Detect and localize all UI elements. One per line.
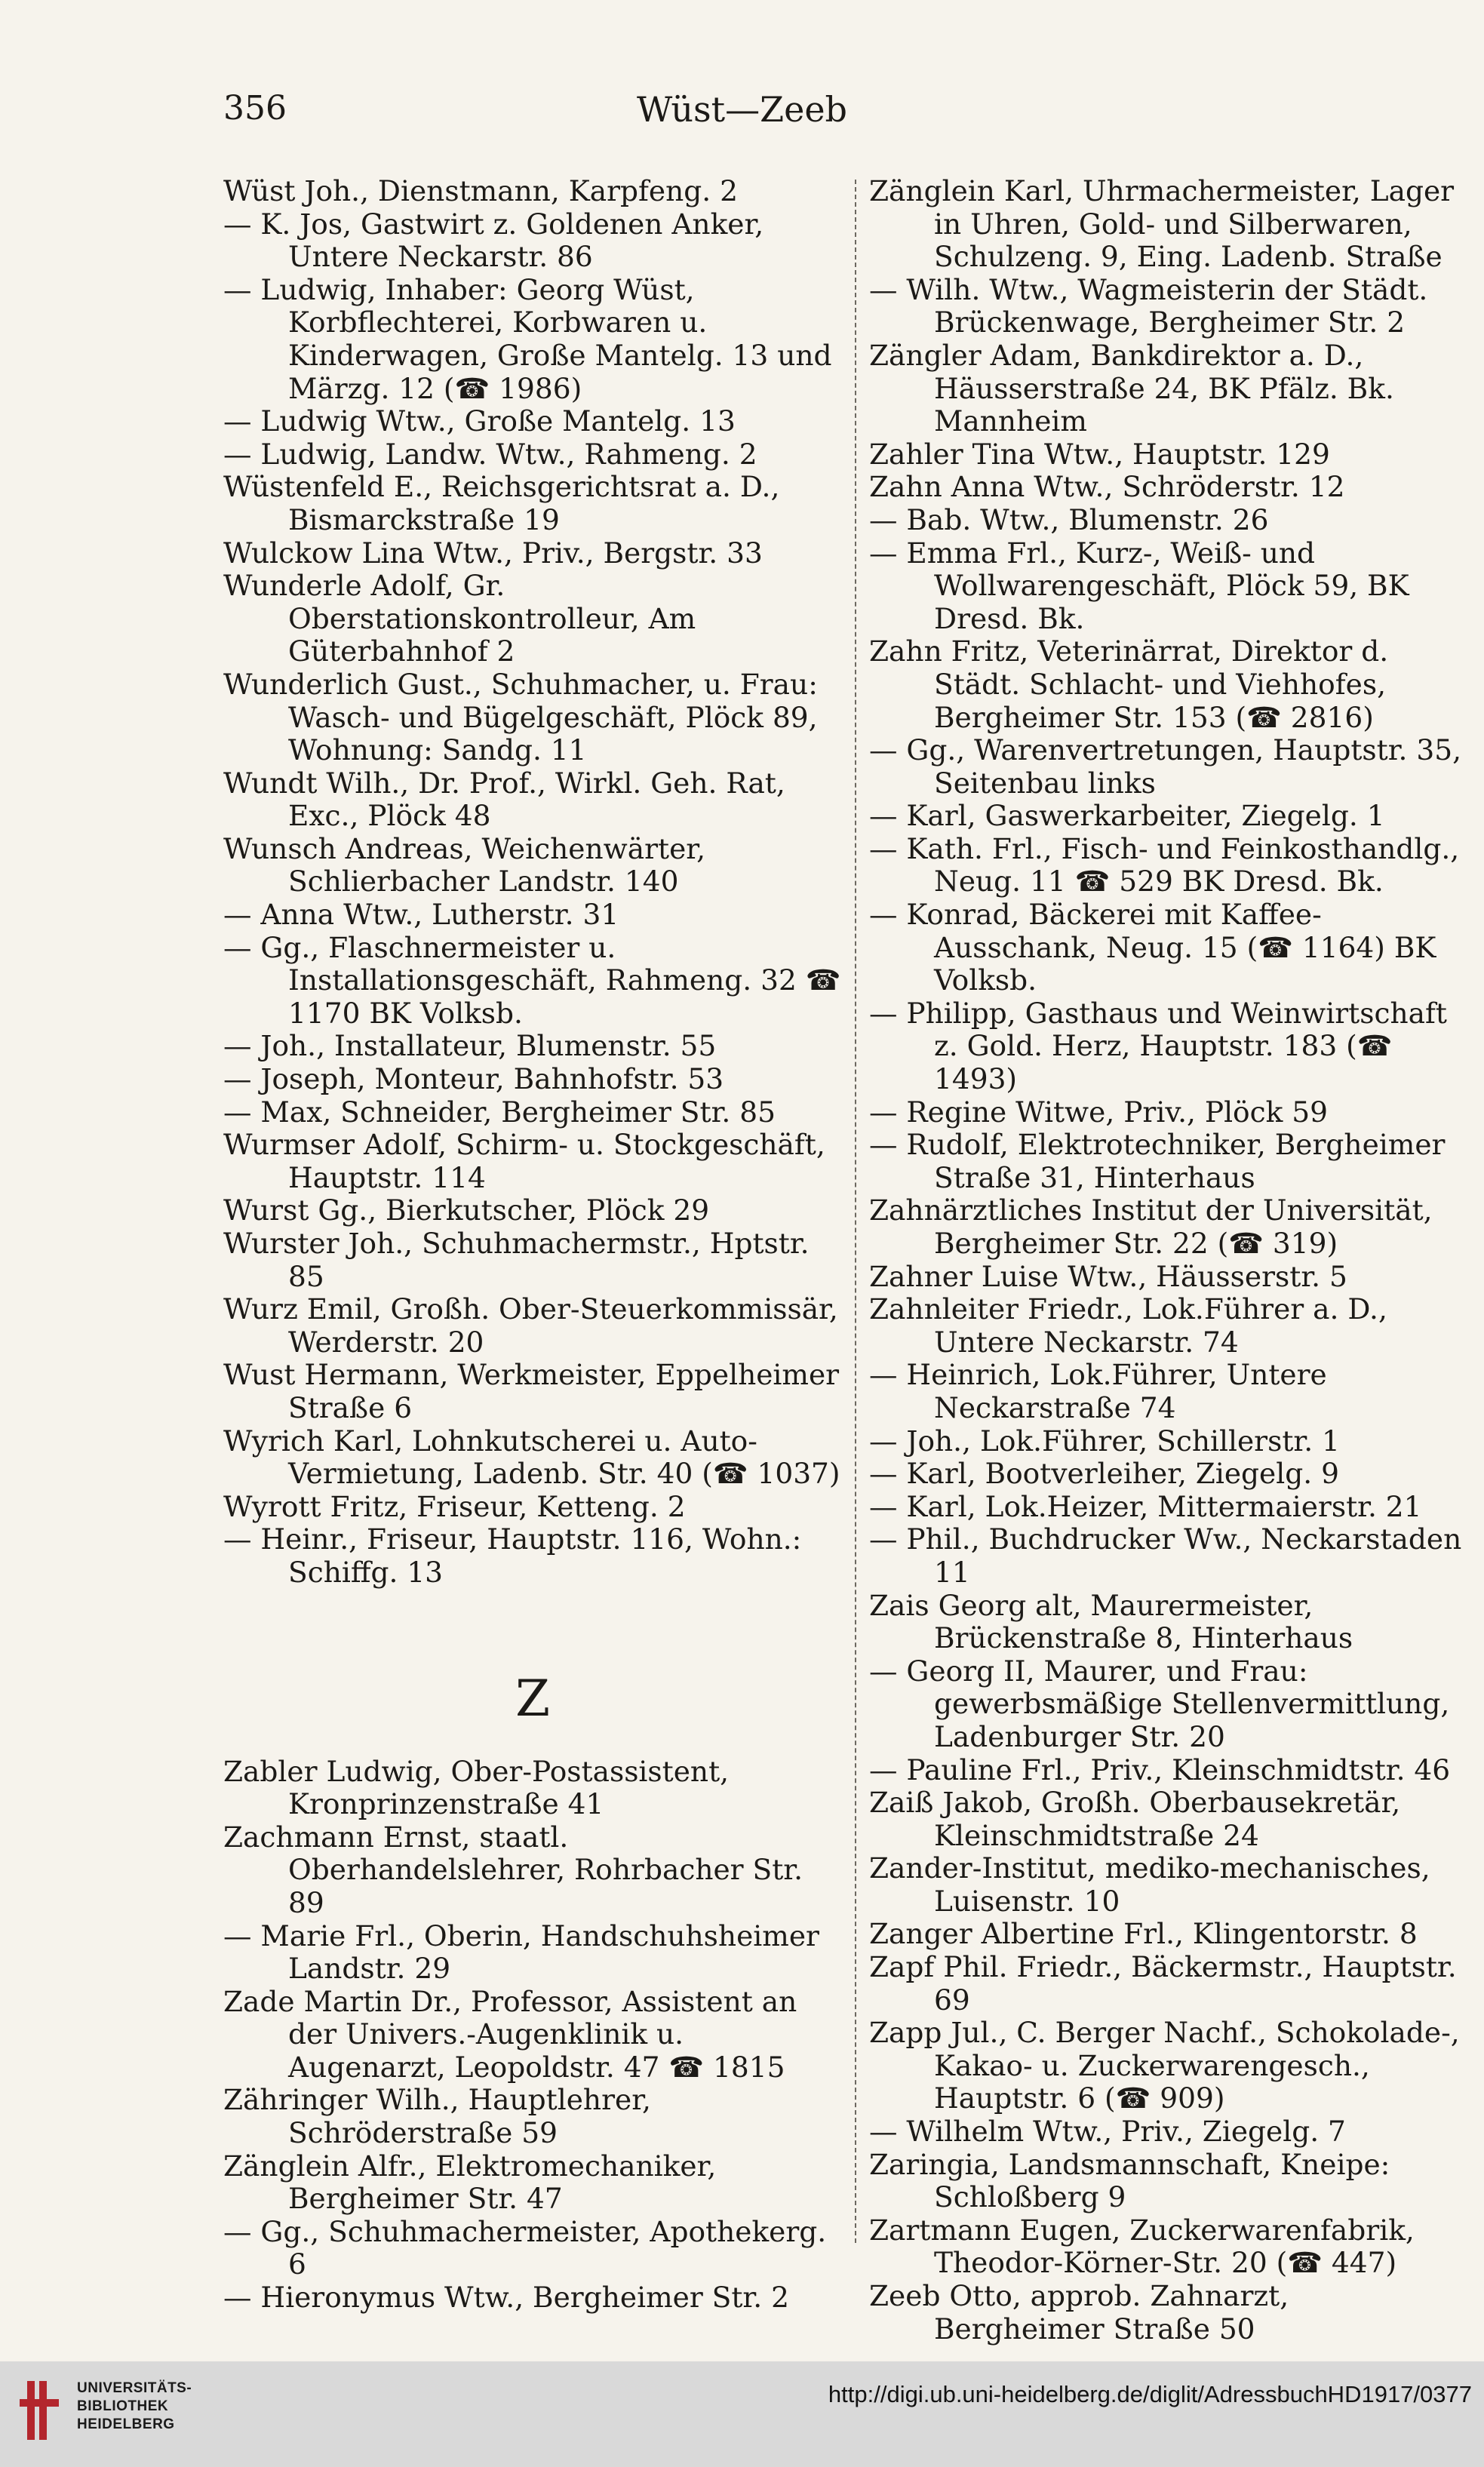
directory-entry: — Max, Schneider, Bergheimer Str. 85 (223, 1095, 776, 1129)
directory-entry: Wunderlich Gust., Schuhmacher, u. Frau: Wasch- und Bügelgeschäft, Plöck 89, Wohnung: Sandg. 11 (223, 667, 818, 767)
directory-entry: Zanger Albertine Frl., Klingentorstr. 8 (869, 1917, 1418, 1951)
directory-entry: Wurmser Adolf, Schirm- u. Stockgeschäft, Hauptstr. 114 (223, 1128, 825, 1194)
directory-entry: Zeeb Otto, approb. Zahnarzt, Bergheimer Straße 50 (869, 2279, 1289, 2346)
directory-entry: — Wilhelm Wtw., Priv., Ziegelg. 7 (869, 2115, 1346, 2149)
directory-entry: — Kath. Frl., Fisch- und Feinkosthandlg., Neug. 11 ☎ 529 BK Dresd. Bk. (869, 831, 1460, 899)
directory-entry: Wyrott Fritz, Friseur, Ketteng. 2 (223, 1489, 686, 1523)
directory-entry: — Joh., Lok.Führer, Schillerstr. 1 (869, 1424, 1340, 1458)
directory-entry: Zapf Phil. Friedr., Bäckermstr., Hauptstr. 69 (869, 1950, 1457, 2017)
library-line: HEIDELBERG (77, 2416, 175, 2432)
directory-entry: Zade Martin Dr., Professor, Assistent an der Univers.-Augenklinik u. Augenarzt, Leopoldstr. 47 ☎ 1815 (223, 1984, 797, 2084)
page-number: 356 (223, 89, 287, 127)
directory-entry: — Philipp, Gasthaus und Weinwirtschaft z. Gold. Herz, Hauptstr. 183 (☎ 1493) (869, 996, 1447, 1096)
library-line: UNIVERSITÄTS- (77, 2380, 192, 2396)
directory-entry: Zander-Institut, mediko-mechanisches, Luisenstr. 10 (869, 1851, 1430, 1918)
directory-entry: Wüst Joh., Dienstmann, Karpfeng. 2 (223, 174, 738, 207)
directory-entry: — Joh., Installateur, Blumenstr. 55 (223, 1029, 717, 1063)
column-divider (855, 180, 856, 2243)
directory-entry: — Emma Frl., Kurz-, Weiß- und Wollwarengeschäft, Plöck 59, BK Dresd. Bk. (869, 536, 1409, 635)
directory-entry: — Georg II, Maurer, und Frau: gewerbsmäßige Stellenvermittlung, Ladenburger Str. 20 (869, 1654, 1450, 1753)
directory-entry: Zabler Ludwig, Ober-Postassistent, Kronprinzenstraße 41 (223, 1754, 730, 1821)
directory-entry: — Karl, Lok.Heizer, Mittermaierstr. 21 (869, 1489, 1422, 1523)
directory-entry: Wyrich Karl, Lohnkutscherei u. Auto-Vermietung, Ladenb. Str. 40 (☎ 1037) (223, 1424, 840, 1491)
directory-entry: — Gg., Schuhmachermeister, Apothekerg. 6 (223, 2214, 827, 2281)
directory-entry: Wüstenfeld E., Reichsgerichtsrat a. D., Bismarckstraße 19 (223, 470, 780, 536)
section-letter-heading: Z (515, 1669, 550, 1728)
directory-entry: Zahner Luise Wtw., Häusserstr. 5 (869, 1259, 1347, 1293)
directory-entry: — Marie Frl., Oberin, Handschuhsheimer Landstr. 29 (223, 1919, 819, 1986)
directory-entry: Wurst Gg., Bierkutscher, Plöck 29 (223, 1194, 710, 1227)
directory-entry: — Regine Witwe, Priv., Plöck 59 (869, 1095, 1329, 1129)
directory-entry: Zachmann Ernst, staatl. Oberhandelslehrer, Rohrbacher Str. 89 (223, 1820, 803, 1919)
directory-entry: — Phil., Buchdrucker Ww., Neckarstaden 11 (869, 1522, 1462, 1589)
viewer-footer (0, 2361, 1484, 2467)
directory-entry: — K. Jos, Gastwirt z. Goldenen Anker, Untere Neckarstr. 86 (223, 207, 764, 274)
directory-entry: — Anna Wtw., Lutherstr. 31 (223, 898, 619, 932)
directory-entry: — Karl, Bootverleiher, Ziegelg. 9 (869, 1457, 1339, 1491)
library-logo-text (77, 2379, 192, 2434)
running-head: Wüst—Zeeb (637, 89, 847, 130)
directory-entry: Zaringia, Landsmannschaft, Kneipe: Schloßberg 9 (869, 2147, 1390, 2214)
directory-entry: Zänglein Alfr., Elektromechaniker, Bergheimer Str. 47 (223, 2149, 717, 2216)
left-z-entry-list (223, 1756, 842, 2315)
directory-entry: Zais Georg alt, Maurermeister, Brückenstraße 8, Hinterhaus (869, 1588, 1353, 1655)
directory-entry: Zahler Tina Wtw., Hauptstr. 129 (869, 437, 1330, 471)
directory-entry: Wunderle Adolf, Gr. Oberstationskontrolleur, Am Güterbahnhof 2 (223, 569, 696, 668)
directory-entry: — Gg., Flaschnermeister u. Installationsgeschäft, Rahmeng. 32 ☎ 1170 BK Volksb. (223, 930, 841, 1030)
directory-entry: Zähringer Wilh., Hauptlehrer, Schröderstraße 59 (223, 2083, 651, 2150)
directory-entry: Zahnleiter Friedr., Lok.Führer a. D., Untere Neckarstr. 74 (869, 1292, 1387, 1359)
directory-entry: — Ludwig Wtw., Große Mantelg. 13 (223, 404, 736, 438)
directory-entry: — Ludwig, Landw. Wtw., Rahmeng. 2 (223, 437, 757, 471)
directory-entry: — Pauline Frl., Priv., Kleinschmidtstr. 46 (869, 1753, 1451, 1787)
directory-entry: — Rudolf, Elektrotechniker, Bergheimer Straße 31, Hinterhaus (869, 1128, 1446, 1194)
directory-entry: Zahn Anna Wtw., Schröderstr. 12 (869, 470, 1345, 504)
directory-entry: Zapp Jul., C. Berger Nachf., Schokolade-, Kakao- u. Zuckerwarengesch., Hauptstr. 6 (☎ 909) (869, 2016, 1460, 2115)
source-url-link[interactable]: http://digi.ub.uni-heidelberg.de/diglit/AdressbuchHD1917/0377 (828, 2381, 1472, 2407)
directory-entry: — Konrad, Bäckerei mit Kaffee-Ausschank, Neug. 15 (☎ 1164) BK Volksb. (869, 898, 1436, 997)
directory-entry: — Bab. Wtw., Blumenstr. 26 (869, 502, 1269, 536)
directory-entry: — Heinrich, Lok.Führer, Untere Neckarstraße 74 (869, 1358, 1327, 1424)
directory-entry: — Wilh. Wtw., Wagmeisterin der Städt. Brückenwage, Bergheimer Str. 2 (869, 272, 1428, 339)
directory-entry: Wust Hermann, Werkmeister, Eppelheimer Straße 6 (223, 1358, 840, 1424)
directory-entry: Zahnärztliches Institut der Universität, Bergheimer Str. 22 (☎ 319) (869, 1194, 1433, 1260)
directory-entry: Wurster Joh., Schuhmachermstr., Hptstr. 85 (223, 1227, 810, 1293)
directory-entry: Zaiß Jakob, Großh. Oberbausekretär, Kleinschmidtstraße 24 (869, 1786, 1401, 1852)
directory-entry: Zängler Adam, Bankdirektor a. D., Häusserstraße 24, BK Pfälz. Bk. Mannheim (869, 338, 1394, 438)
left-column (223, 175, 842, 2315)
directory-entry: Wundt Wilh., Dr. Prof., Wirkl. Geh. Rat, Exc., Plöck 48 (223, 766, 785, 833)
directory-entry: — Heinr., Friseur, Hauptstr. 116, Wohn.: Schiffg. 13 (223, 1522, 802, 1589)
directory-entry: Zahn Fritz, Veterinärrat, Direktor d. Städt. Schlacht- und Viehhofes, Bergheimer Str. 153 (☎ 2816) (869, 634, 1389, 734)
right-entry-list (869, 175, 1465, 2346)
left-entry-list (223, 175, 842, 1590)
directory-entry: — Joseph, Monteur, Bahnhofstr. 53 (223, 1062, 724, 1096)
university-seal-icon (17, 2376, 62, 2444)
library-line: BIBLIOTHEK (77, 2398, 169, 2414)
directory-entry: — Ludwig, Inhaber: Georg Wüst, Korbflechterei, Korbwaren u. Kinderwagen, Große Mantelg. 13 und Märzg. 12 (☎ 1986) (223, 272, 832, 405)
directory-entry: Wunsch Andreas, Weichenwärter, Schlierbacher Landstr. 140 (223, 831, 705, 899)
directory-entry: Wurz Emil, Großh. Ober-Steuerkommissär, Werderstr. 20 (223, 1292, 838, 1359)
directory-entry: Zartmann Eugen, Zuckerwarenfabrik, Theodor-Körner-Str. 20 (☎ 447) (869, 2213, 1415, 2280)
directory-entry: — Hieronymus Wtw., Bergheimer Str. 2 (223, 2281, 789, 2315)
right-column (869, 175, 1465, 2346)
directory-entry: — Gg., Warenvertretungen, Hauptstr. 35, Seitenbau links (869, 733, 1461, 800)
directory-entry: Wulckow Lina Wtw., Priv., Bergstr. 33 (223, 536, 763, 570)
directory-entry: — Karl, Gaswerkarbeiter, Ziegelg. 1 (869, 799, 1385, 833)
directory-entry: Zänglein Karl, Uhrmachermeister, Lager in Uhren, Gold- und Silberwaren, Schulzeng. 9, Eing. Ladenb. Straße (869, 174, 1455, 274)
